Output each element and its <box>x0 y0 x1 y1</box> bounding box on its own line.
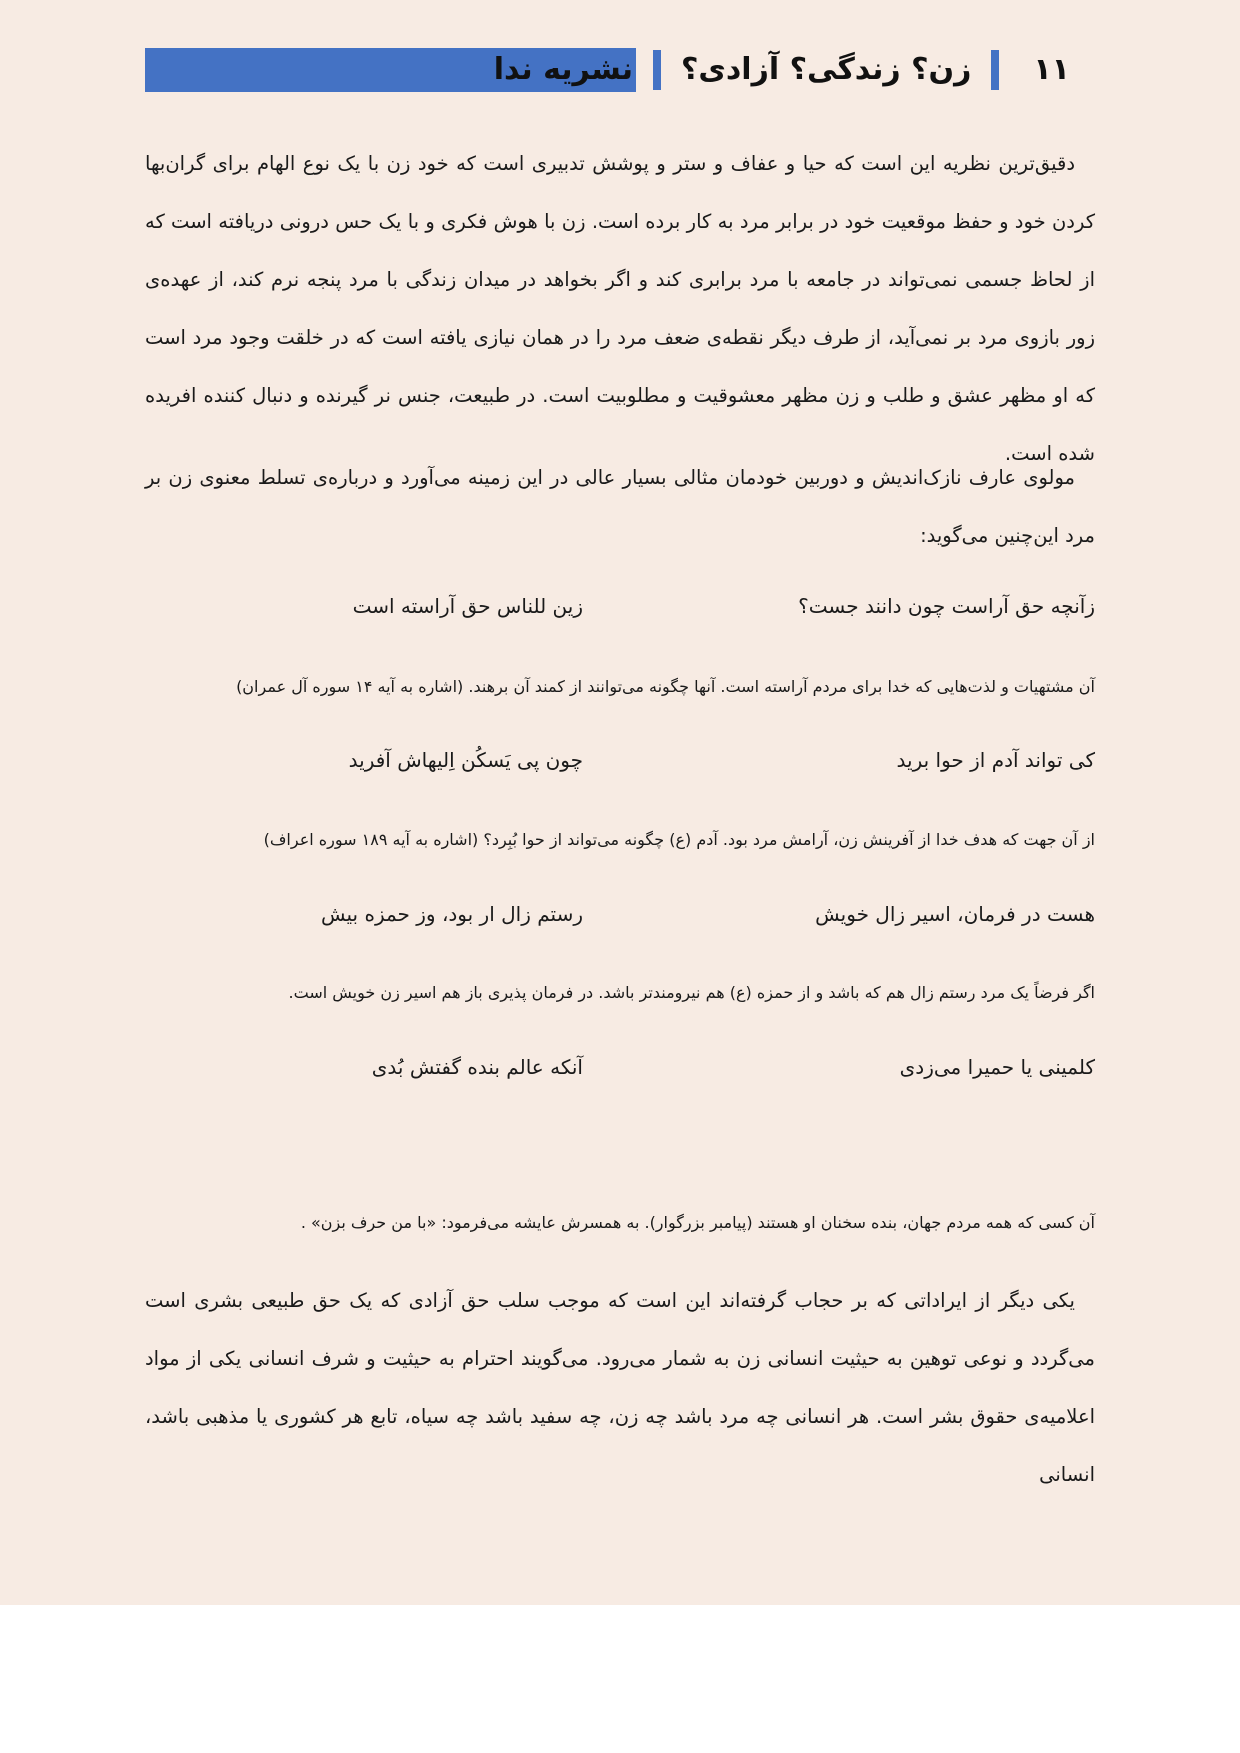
hemistich-second: رستم زال ار بود، وز حمزه بیش <box>321 902 583 926</box>
hemistich-first: هست در فرمان، اسیر زال خویش <box>815 902 1095 926</box>
poem-couplet <box>145 748 1095 788</box>
hemistich-first: زآنچه حق آراست چون دانند جست؟ <box>798 594 1095 618</box>
poem-couplet <box>145 594 1095 634</box>
couplet-explanation: اگر فرضاً یک مرد رستم زال هم که باشد و از حمزه (ع) هم نیرومندتر باشد. در فرمان پذیری باز هم اسیر زن خویش است. <box>288 983 1095 1002</box>
body-paragraph <box>145 449 1095 565</box>
page-number: ۱۱ <box>1033 52 1070 87</box>
paragraph-text: یکی دیگر از ایراداتی که بر حجاب گرفته‌اند این است که موجب سلب حق آزادی که یک حق طبیعی بشری است می‌گردد و نوعی توهین به حیثیت انسانی زن به شمار می‌رود. می‌گویند احترام به حیثیت و شرف انسانی یکی از مواد اعلامیه‌ی حقوق بشر است. هر انسانی چه مرد باشد چه زن، چه سفید باشد چه سیاه، تابع هر کشوری یا مذهبی باشد، انسانی <box>145 1289 1095 1486</box>
hemistich-first: کلمینی یا حمیرا می‌زدی <box>899 1055 1095 1079</box>
header-divider <box>991 50 999 90</box>
hemistich-second: زین للناس حق آراسته است <box>352 594 583 618</box>
body-paragraph <box>145 135 1095 483</box>
page-header <box>145 48 1094 92</box>
header-divider <box>653 50 661 90</box>
couplet-explanation: آن مشتهیات و لذت‌هایی که خدا برای مردم آراسته است. آنها چگونه می‌توانند از کمند آن برهند. (اشاره به آیه ۱۴ سوره آل عمران) <box>236 677 1095 696</box>
magazine-title: نشریه ندا <box>493 52 633 87</box>
poem-couplet <box>145 902 1095 942</box>
poem-couplet <box>145 1055 1095 1095</box>
hemistich-second: چون پی یَسکُن اِلیهاش آفرید <box>348 748 583 772</box>
header-title-group <box>464 48 1094 92</box>
paragraph-text: دقیق‌ترین نظریه این است که حیا و عفاف و ستر و پوشش تدبیری است که خود زن با یک نوع الهام برای گران‌بها کردن خود و حفظ موقعیت خود در برابر مرد به کار برده است. زن با هوش فکری و با یک حس درونی دریافته است که از لحاظ جسمی نمی‌تواند در جامعه با مرد برابری کند و اگر بخواهد در میدان زندگی با مرد پنجه نرم کند، از عهده‌ی زور بازوی مرد بر نمی‌آید، از طرف دیگر نقطه‌ی ضعف مرد را در همان نیازی یافته است که در خلقت وجود مرد است که او مظهر عشق و طلب و زن مظهر معشوقیت و مطلوبیت است. در طبیعت، جنس نر گیرنده و دنبال کننده افریده شده است. <box>145 152 1095 465</box>
couplet-explanation: آن کسی که همه مردم جهان، بنده سخنان او هستند (پیامبر بزرگوار). به همسرش عایشه می‌فرمود: «با من حرف بزن» . <box>300 1213 1095 1232</box>
header-accent-bar <box>464 48 484 92</box>
body-paragraph <box>145 1272 1095 1504</box>
hemistich-second: آنکه عالم بنده گفتش بُدی <box>371 1055 583 1079</box>
hemistich-first: کی تواند آدم از حوا برید <box>896 748 1095 772</box>
issue-subtitle: زن؟ زندگی؟ آزادی؟ <box>681 52 972 87</box>
couplet-explanation: از آن جهت که هدف خدا از آفرینش زن، آرامش مرد بود. آدم (ع) چگونه می‌تواند از حوا بُبِرد؟ (اشاره به آیه ۱۸۹ سوره اعراف) <box>263 830 1095 849</box>
paragraph-text: مولوی عارف نازک‌اندیش و دوربین خودمان مثالی بسیار عالی در این زمینه می‌آورد و درباره‌ی تسلط معنوی زن بر مرد این‌چنین می‌گوید: <box>145 466 1095 547</box>
